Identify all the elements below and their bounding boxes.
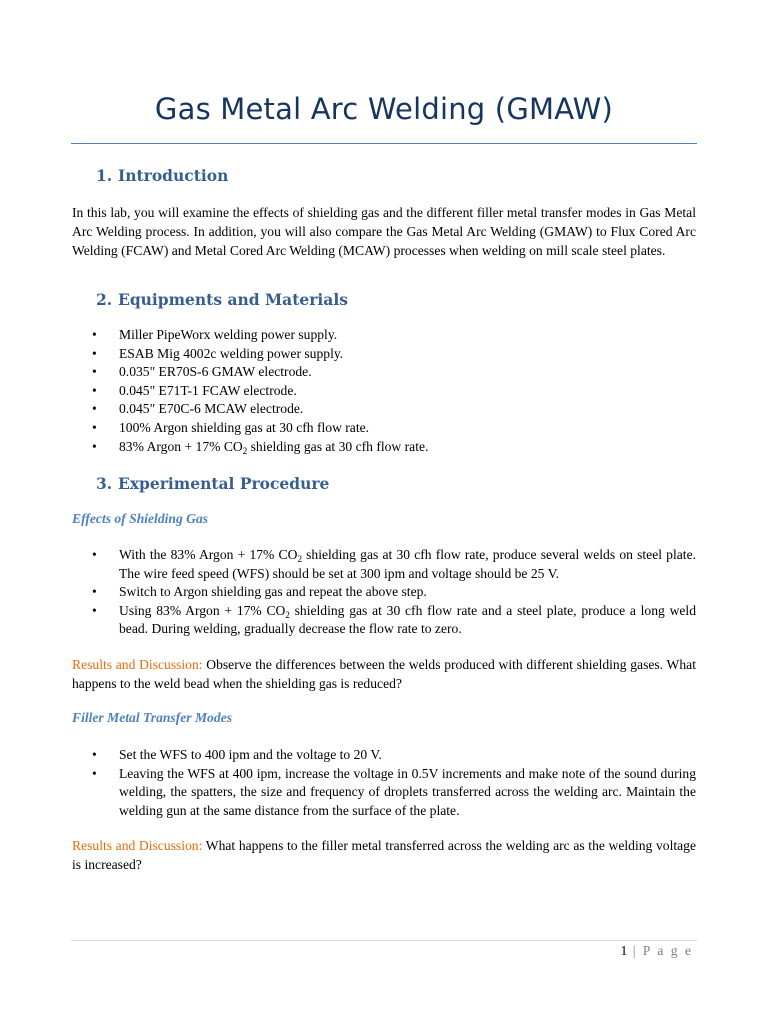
results-discussion-shielding: Results and Discussion: Observe the differences between the welds produced with different shielding gases. What happens to the weld bead when the shielding gas is reduced? [72,657,696,691]
bullet-icon: • [92,602,97,618]
section-heading-equipment [96,290,348,309]
equipment-list [72,326,696,456]
page-number: 1 | P a g e [620,943,693,958]
section-number: 2. [96,290,113,309]
section-heading-introduction [96,166,228,185]
transfer-mode-steps [72,746,696,820]
results-discussion-transfer: Results and Discussion: What happens to the filler metal transferred across the welding arc as the welding voltage is increased? [72,838,696,872]
list-item: • Leaving the WFS at 400 ipm, increase the voltage in 0.5V increments and make note of the sound during welding, the spatters, the size and frequency of droplets transferred across the welding arc. Maintain the welding gun at the same distance from the surface of the plate. [92,765,696,818]
results-discussion-label: Results and Discussion: [72,657,203,672]
list-item: • Set the WFS to 400 ipm and the voltage to 20 V. [72,746,696,765]
subheading-shielding-gas: Effects of Shielding Gas [72,511,209,526]
list-item: • 0.045" E71T-1 FCAW electrode. [72,382,696,401]
subheading-transfer-modes: Filler Metal Transfer Modes [72,710,232,725]
bullet-icon: • [92,747,97,762]
bullet-icon: • [92,327,97,342]
section-title: Equipments and Materials [118,290,348,309]
bullet-icon: • [92,765,97,781]
list-item: • 100% Argon shielding gas at 30 cfh flow rate. [72,419,696,438]
introduction-paragraph: In this lab, you will examine the effects of shielding gas and the different filler metal transfer modes in Gas Metal Arc Welding process. In addition, you will also compare the Gas Metal Arc Welding (GMAW) to Flux Cored Arc Welding (FCAW) and Metal Cored Arc Welding (MCAW) processes when welding on mill scale steel plates. [72,205,696,258]
list-item: • 83% Argon + 17% $CO_2$ shielding gas at 30 cfh flow rate. [92,438,429,456]
list-item: • 0.045" E70C-6 MCAW electrode. [72,400,696,419]
section-title: Experimental Procedure [118,474,330,493]
list-item: • 0.035" ER70S-6 GMAW electrode. [72,363,696,382]
bullet-icon: • [92,584,97,600]
bullet-icon: • [92,364,97,380]
results-discussion-label: Results and Discussion: [72,838,203,853]
bullet-icon: • [92,401,97,417]
bullet-icon: • [92,345,97,361]
list-item: • Using 83% Argon + 17% $CO_2$ shielding gas at 30 cfh flow rate and a steel plate, produce a long weld bead. During welding, gradually decrease the flow rate to zero. [92,602,696,637]
shielding-gas-steps [72,546,696,639]
bullet-icon: • [92,547,97,562]
list-item: • Switch to Argon shielding gas and repeat the above step. [72,583,696,602]
footer-divider [71,940,697,941]
section-title: Introduction [118,166,229,185]
list-item: • ESAB Mig 4002c welding power supply. [72,345,696,364]
page-title: Gas Metal Arc Welding (GMAW) [154,92,614,126]
list-item: • With the 83% Argon + 17% $CO_2$ shielding gas at 30 cfh flow rate, produce several welds on steel plate. The wire feed speed (WFS) should be set at 300 ipm and voltage should be 25 V. [92,547,696,581]
section-number: 3. [96,474,113,493]
bullet-icon: • [92,438,97,454]
list-item: • Miller PipeWorx welding power supply. [72,326,696,345]
bullet-icon: • [92,419,97,435]
bullet-icon: • [92,382,97,398]
section-number: 1. [96,166,113,185]
title-underline [71,143,697,144]
section-heading-procedure [96,474,329,493]
